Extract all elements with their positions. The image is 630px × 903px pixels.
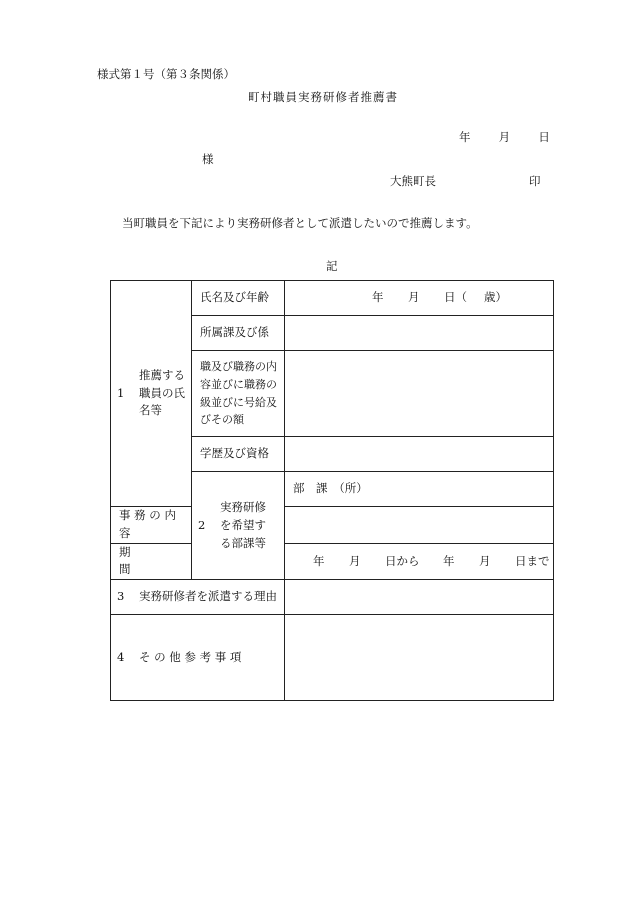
date-month: 月 <box>498 130 511 144</box>
section2-label <box>220 499 266 552</box>
age-day: 日（ <box>444 290 467 305</box>
work-value[interactable] <box>285 507 554 544</box>
addressee-honorific: 様 <box>202 152 214 166</box>
section4-label-cell <box>111 615 285 701</box>
period-to-year: 年 <box>443 553 455 568</box>
section1-label-line: 名等 <box>139 403 162 418</box>
reason-value[interactable] <box>285 580 554 615</box>
age-year: 年 <box>372 290 384 305</box>
duties-line: びその額 <box>200 413 244 427</box>
notes-value[interactable] <box>285 615 554 701</box>
table-row <box>111 543 554 580</box>
recommendation-table <box>110 280 554 701</box>
row-label-work: 事 務 の 内 容 <box>111 507 192 544</box>
period-value[interactable] <box>285 543 554 580</box>
section1-label-cell <box>111 281 192 507</box>
duties-line: 職及び職務の内 <box>200 360 277 374</box>
table-row <box>111 507 554 544</box>
row-label-name-age: 氏名及び年齢 <box>192 281 285 316</box>
section2-label-line: 実務研修 <box>220 499 266 514</box>
form-number: 様式第１号（第３条関係） <box>97 67 235 81</box>
section2-label-line: る部課等 <box>220 535 266 550</box>
seal-mark: 印 <box>529 174 541 188</box>
table-row <box>111 580 554 615</box>
date-line <box>459 129 550 145</box>
document-title: 町村職員実務研修者推薦書 <box>248 90 398 104</box>
section2-label-cell <box>192 472 285 580</box>
table-row <box>111 281 554 316</box>
row-label-affiliation: 所属課及び係 <box>192 316 285 351</box>
section1-label-line: 職員の氏 <box>139 385 185 400</box>
body-text: 当町職員を下記により実務研修者として派遣したいので推薦します。 <box>122 216 478 230</box>
section2-number: 2 <box>198 517 206 532</box>
duties-value[interactable] <box>285 351 554 437</box>
table-row <box>111 615 554 701</box>
section1-number: 1 <box>117 385 125 400</box>
affiliation-value[interactable] <box>285 316 554 351</box>
age-years: 歳） <box>484 290 507 305</box>
education-value[interactable] <box>285 437 554 472</box>
row-label-period: 期 間 <box>111 543 192 580</box>
row-label-education: 学歴及び資格 <box>192 437 285 472</box>
date-day: 日 <box>538 130 550 144</box>
name-age-value[interactable] <box>285 281 554 316</box>
period-from-month: 月 <box>349 553 361 568</box>
section1-label <box>139 367 185 420</box>
age-month: 月 <box>408 290 420 305</box>
row-label-duties <box>192 351 285 437</box>
row-label-dept: 部 課 （所） <box>285 472 554 507</box>
period-from-day: 日から <box>385 553 420 568</box>
duties-line: 級並びに号給及 <box>200 395 277 409</box>
period-to-day: 日まで <box>515 553 550 568</box>
section1-label-line: 推薦する <box>139 367 185 382</box>
section4-label: そ の 他 参 考 事 項 <box>139 649 242 664</box>
sender-name: 大熊町長 <box>390 174 436 188</box>
section3-label: 実務研修者を派遣する理由 <box>139 589 277 604</box>
duties-line: 容並びに職務の <box>200 377 277 391</box>
date-year: 年 <box>459 130 471 144</box>
section3-number: 3 <box>117 589 125 604</box>
period-from-year: 年 <box>313 553 325 568</box>
section3-label-cell <box>111 580 285 615</box>
ki-heading: 記 <box>326 259 338 273</box>
section2-label-line: を希望す <box>220 517 266 532</box>
period-to-month: 月 <box>479 553 491 568</box>
section4-number: 4 <box>117 649 125 664</box>
